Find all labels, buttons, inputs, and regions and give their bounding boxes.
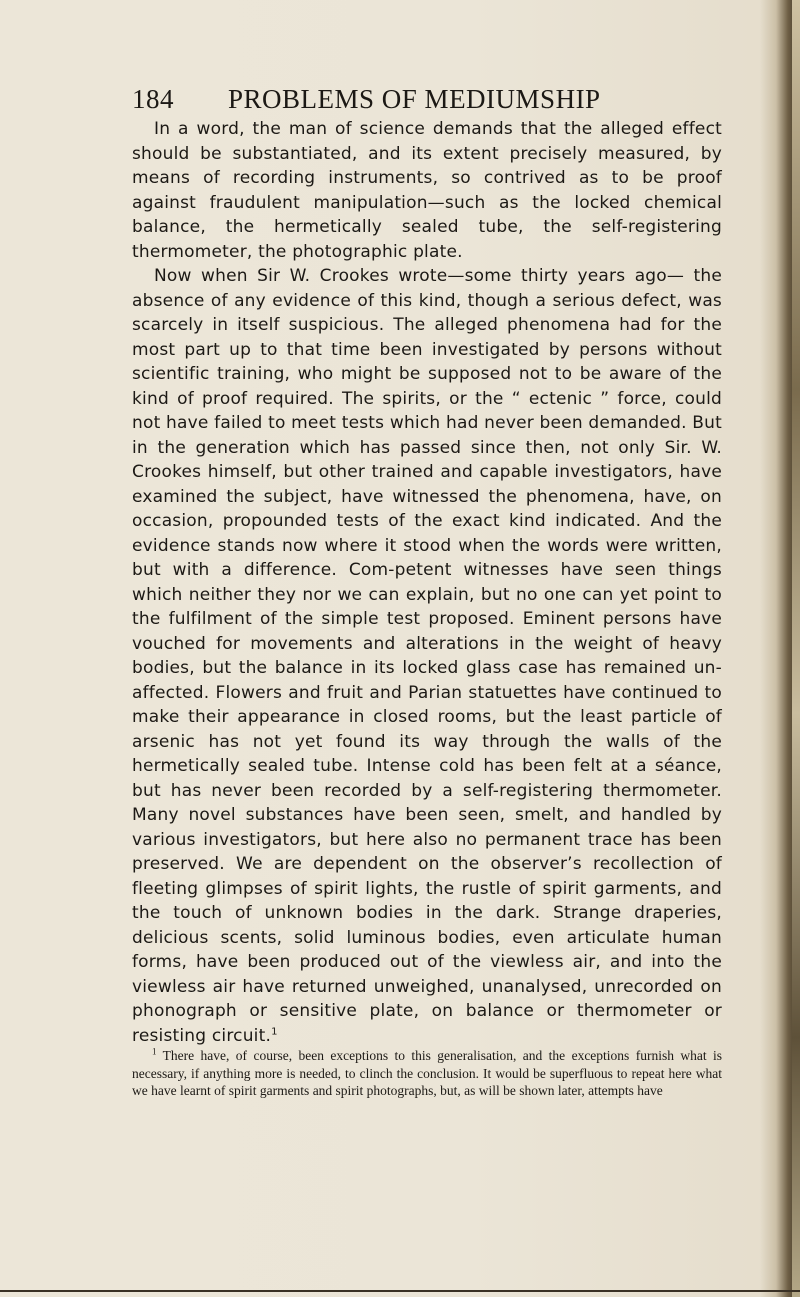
footnote [132,1047,722,1100]
running-head [132,84,732,115]
footnote-text: There have, of course, been exceptions to this generalisation, and the exceptions furnish what is necessary, if anything more is needed, to clinch the conclusion. It would be superfluous to repeat here what we have learnt of spirit garments and spirit photographs, but, as will be shown later, attempts have [132,1048,722,1098]
footnote-marker: 1 [152,1046,157,1057]
footnote-reference: 1 [271,1025,278,1037]
chapter-title: PROBLEMS OF MEDIUMSHIP [228,84,601,114]
paragraph [132,264,722,1048]
paragraph-text: Now when Sir W. Crookes wrote—some thirty years ago— the absence of any evidence of this kind, though a serious defect, was scarcely in itself suspicious. The alleged phenomena had for the most part up to that time been investigated by persons without scientific training, who might be supposed not to be aware of the kind of proof required. The spirits, or the “ ectenic ” force, could not have failed to meet tests which had never been demanded. But in the generation which has passed since then, not only Sir. W. Crookes himself, but other trained and capable investigators, have examined the subject, have witnessed the phenomena, have, on occasion, propounded tests of the exact kind indicated. And the evidence stands now where it stood when the words were written, but with a difference. Com-petent witnesses have seen things which neither they nor we can explain, but no one can yet point to the fulfilment of the simple test proposed. Eminent persons have vouched for movements and alterations in the weight of heavy bodies, but the balance in its locked glass case has remained un-affected. Flowers and fruit and Parian statuettes have continued to make their appearance in closed rooms, but the least particle of arsenic has not yet found its way through the walls of the hermetically sealed tube. Intense cold has been felt at a séance, but has never been recorded by a self-registering thermometer. Many novel substances have been seen, smelt, and handled by various investigators, but here also no permanent trace has been preserved. We are dependent on the observer’s recollection of fleeting glimpses of spirit lights, the rustle of spirit garments, and the touch of unknown bodies in the dark. Strange draperies, delicious scents, solid luminous bodies, even articulate human forms, have been produced out of the viewless air, and into the viewless air have returned unweighed, unanalysed, unrecorded on phonograph or sensitive plate, on balance or thermometer or resisting circuit. [132,266,722,1046]
paragraph: In a word, the man of science demands that the alleged effect should be substantiated, and its extent precisely measured, by means of recording instruments, so contrived as to be proof against fraudulent manipulation—such as the locked chemical balance, the hermetically sealed tube, the self-registering thermometer, the photographic plate. [132,119,722,262]
page-number: 184 [132,84,174,114]
page-edge-shadow [760,0,800,1297]
page-bottom-border [0,1290,800,1292]
body-text [132,117,722,1048]
footnotes [132,1047,722,1100]
